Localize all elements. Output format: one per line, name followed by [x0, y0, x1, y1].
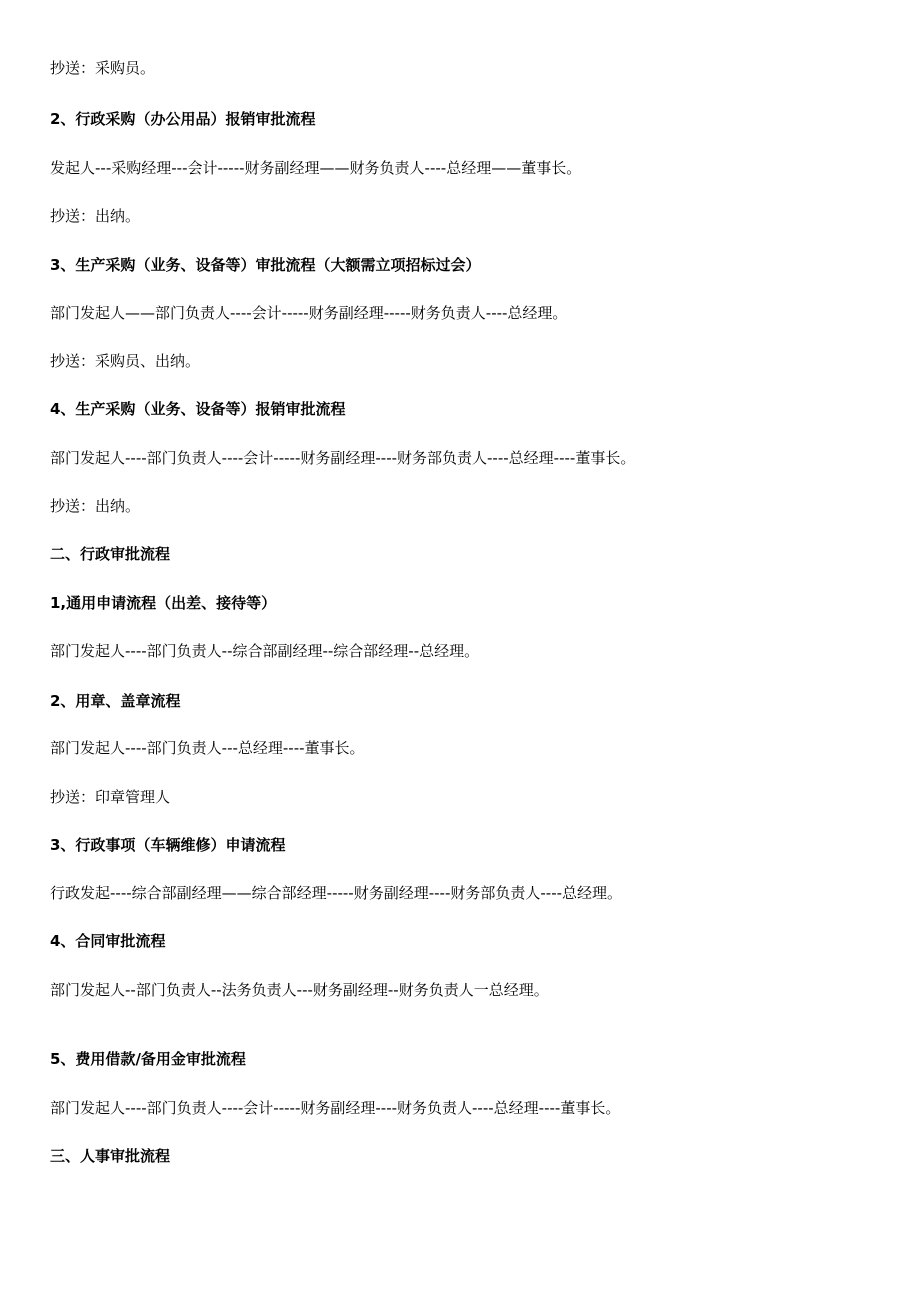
section-heading-admin-approval: 二、行政审批流程	[50, 545, 171, 563]
heading-vehicle-repair: 3、行政事项（车辆维修）申请流程	[50, 836, 286, 854]
cc-seal-manager-line: 抄送：印章管理人	[50, 788, 171, 806]
cc-cashier-line-2: 抄送：出纳。	[50, 497, 141, 515]
flow-seal-usage: 部门发起人----部门负责人---总经理----董事长。	[50, 739, 365, 757]
flow-expense-loan: 部门发起人----部门负责人----会计-----财务副经理----财务负责人----总经理----董事长。	[50, 1099, 621, 1117]
heading-seal-usage: 2、用章、盖章流程	[50, 692, 181, 710]
heading-general-application: 1,通用申请流程（出差、接待等）	[50, 594, 277, 612]
flow-production-purchase-reimbursement: 部门发起人----部门负责人----会计-----财务副经理----财务部负责人----总经理----董事长。	[50, 449, 636, 467]
flow-general-application: 部门发起人----部门负责人--综合部副经理--综合部经理--总经理。	[50, 642, 480, 660]
cc-purchaser-line: 抄送：采购员。	[50, 59, 156, 77]
heading-admin-purchase-reimbursement: 2、行政采购（办公用品）报销审批流程	[50, 110, 316, 128]
flow-admin-purchase-reimbursement: 发起人---采购经理---会计-----财务副经理——财务负责人----总经理——董事长。	[50, 159, 582, 177]
flow-vehicle-repair: 行政发起----综合部副经理——综合部经理-----财务副经理----财务部负责人----总经理。	[50, 884, 623, 902]
cc-purchaser-cashier-line: 抄送：采购员、出纳。	[50, 352, 201, 370]
heading-production-purchase-approval: 3、生产采购（业务、设备等）审批流程（大额需立项招标过会）	[50, 256, 481, 274]
flow-production-purchase-approval: 部门发起人——部门负责人----会计-----财务副经理-----财务负责人----总经理。	[50, 304, 568, 322]
section-heading-hr-approval: 三、人事审批流程	[50, 1147, 171, 1165]
heading-contract-approval: 4、合同审批流程	[50, 932, 166, 950]
heading-production-purchase-reimbursement: 4、生产采购（业务、设备等）报销审批流程	[50, 400, 346, 418]
cc-cashier-line: 抄送：出纳。	[50, 207, 141, 225]
flow-contract-approval: 部门发起人--部门负责人--法务负责人---财务副经理--财务负责人一总经理。	[50, 981, 549, 999]
heading-expense-loan: 5、费用借款/备用金审批流程	[50, 1050, 246, 1068]
